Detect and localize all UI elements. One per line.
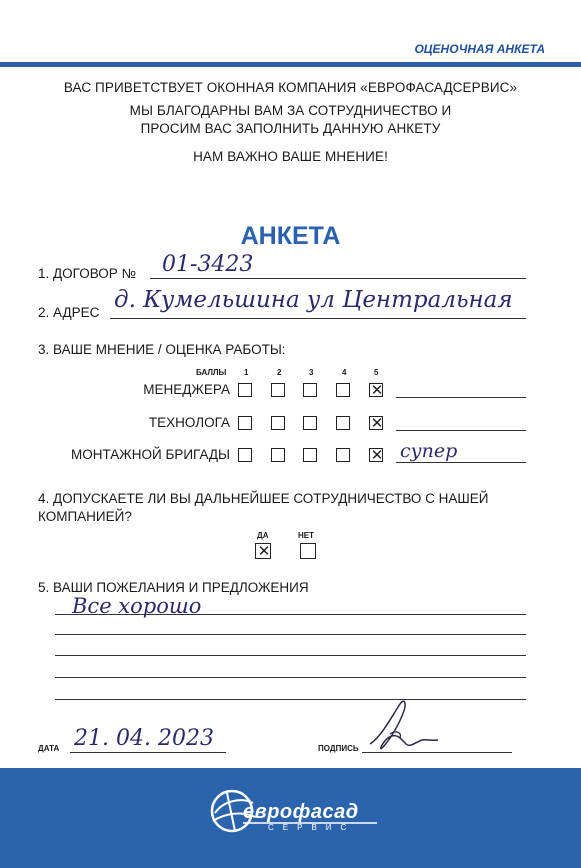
check-mark-icon: ✕ (370, 414, 384, 432)
cooperation-question-line1: 4. ДОПУСКАЕТЕ ЛИ ВЫ ДАЛЬНЕЙШЕЕ СОТРУДНИЧЕСТВО С НАШЕЙ (38, 491, 489, 506)
check-mark-icon: ✕ (370, 381, 384, 399)
technologist-comment-line (396, 430, 526, 431)
wishes-line-1 (55, 614, 526, 615)
address-label: 2. АДРЕС (38, 305, 100, 320)
intro-request: ПРОСИМ ВАС ЗАПОЛНИТЬ ДАННУЮ АНКЕТУ (140, 121, 441, 136)
technologist-score-4-checkbox[interactable] (336, 416, 350, 430)
manager-score-1-checkbox[interactable] (238, 383, 252, 397)
contract-label: 1. ДОГОВОР № (38, 266, 137, 281)
cooperation-yes-label: ДА (257, 531, 269, 540)
check-mark-icon: ✕ (257, 542, 271, 560)
rating-row-technologist-label: ТЕХНОЛОГА (148, 415, 230, 430)
rating-row-manager-label: МЕНЕДЖЕРА (143, 382, 230, 397)
cooperation-yes-checkbox[interactable] (255, 543, 271, 559)
manager-score-2-checkbox[interactable] (271, 383, 285, 397)
manager-comment-line (396, 397, 526, 398)
brand-subtitle: СЕРВИС (268, 823, 356, 832)
contract-line (150, 278, 526, 279)
address-line (110, 318, 526, 319)
wishes-line-2 (55, 634, 526, 635)
rating-label: 3. ВАШЕ МНЕНИЕ / ОЦЕНКА РАБОТЫ: (38, 342, 286, 357)
scale-label: БАЛЛЫ (196, 368, 227, 377)
crew-comment[interactable]: супер (400, 440, 458, 462)
date-line (70, 752, 226, 753)
crew-score-4-checkbox[interactable] (336, 448, 350, 462)
crew-score-3-checkbox[interactable] (303, 448, 317, 462)
wishes-line-4 (55, 677, 526, 678)
cooperation-question-line2: КОМПАНИЕЙ? (38, 509, 132, 524)
wishes-line-3 (55, 655, 526, 656)
intro-importance: НАМ ВАЖНО ВАШЕ МНЕНИЕ! (193, 149, 388, 164)
contract-value[interactable]: 01-3423 (162, 252, 254, 277)
crew-comment-line (396, 462, 526, 463)
technologist-score-5-checkbox[interactable] (369, 416, 383, 430)
signature-label: ПОДПИСЬ (318, 744, 359, 753)
cooperation-no-checkbox[interactable] (300, 543, 316, 559)
check-mark-icon: ✕ (370, 446, 384, 464)
address-value[interactable]: д. Кумельшина ул Центральная (114, 287, 513, 313)
wishes-label: 5. ВАШИ ПОЖЕЛАНИЯ И ПРЕДЛОЖЕНИЯ (38, 580, 309, 595)
date-label: ДАТА (38, 744, 60, 753)
manager-score-4-checkbox[interactable] (336, 383, 350, 397)
form-header-title: ОЦЕНОЧНАЯ АНКЕТА (414, 42, 545, 56)
header-divider (0, 62, 581, 67)
signature-graphic (362, 696, 442, 756)
manager-score-5-checkbox[interactable] (369, 383, 383, 397)
crew-score-1-checkbox[interactable] (238, 448, 252, 462)
form-title: АНКЕТА (240, 222, 341, 250)
scale-2: 2 (277, 368, 282, 377)
intro-thanks: МЫ БЛАГОДАРНЫ ВАМ ЗА СОТРУДНИЧЕСТВО И (129, 103, 452, 118)
wishes-line-5 (55, 699, 526, 700)
technologist-score-1-checkbox[interactable] (238, 416, 252, 430)
cooperation-no-label: НЕТ (298, 531, 314, 540)
scale-4: 4 (342, 368, 347, 377)
intro-greeting: ВАС ПРИВЕТСТВУЕТ ОКОННАЯ КОМПАНИЯ «ЕВРОФАСАДСЕРВИС» (63, 80, 518, 95)
wishes-value[interactable]: Все хорошо (72, 594, 202, 618)
technologist-score-3-checkbox[interactable] (303, 416, 317, 430)
manager-score-3-checkbox[interactable] (303, 383, 317, 397)
date-value[interactable]: 21. 04. 2023 (74, 726, 214, 751)
scale-1: 1 (244, 368, 249, 377)
crew-score-5-checkbox[interactable] (369, 448, 383, 462)
scale-3: 3 (309, 368, 314, 377)
brand-name: еврофасад (243, 801, 359, 823)
technologist-score-2-checkbox[interactable] (271, 416, 285, 430)
scale-5: 5 (374, 368, 379, 377)
crew-score-2-checkbox[interactable] (271, 448, 285, 462)
rating-row-crew-label: МОНТАЖНОЙ БРИГАДЫ (71, 447, 230, 462)
